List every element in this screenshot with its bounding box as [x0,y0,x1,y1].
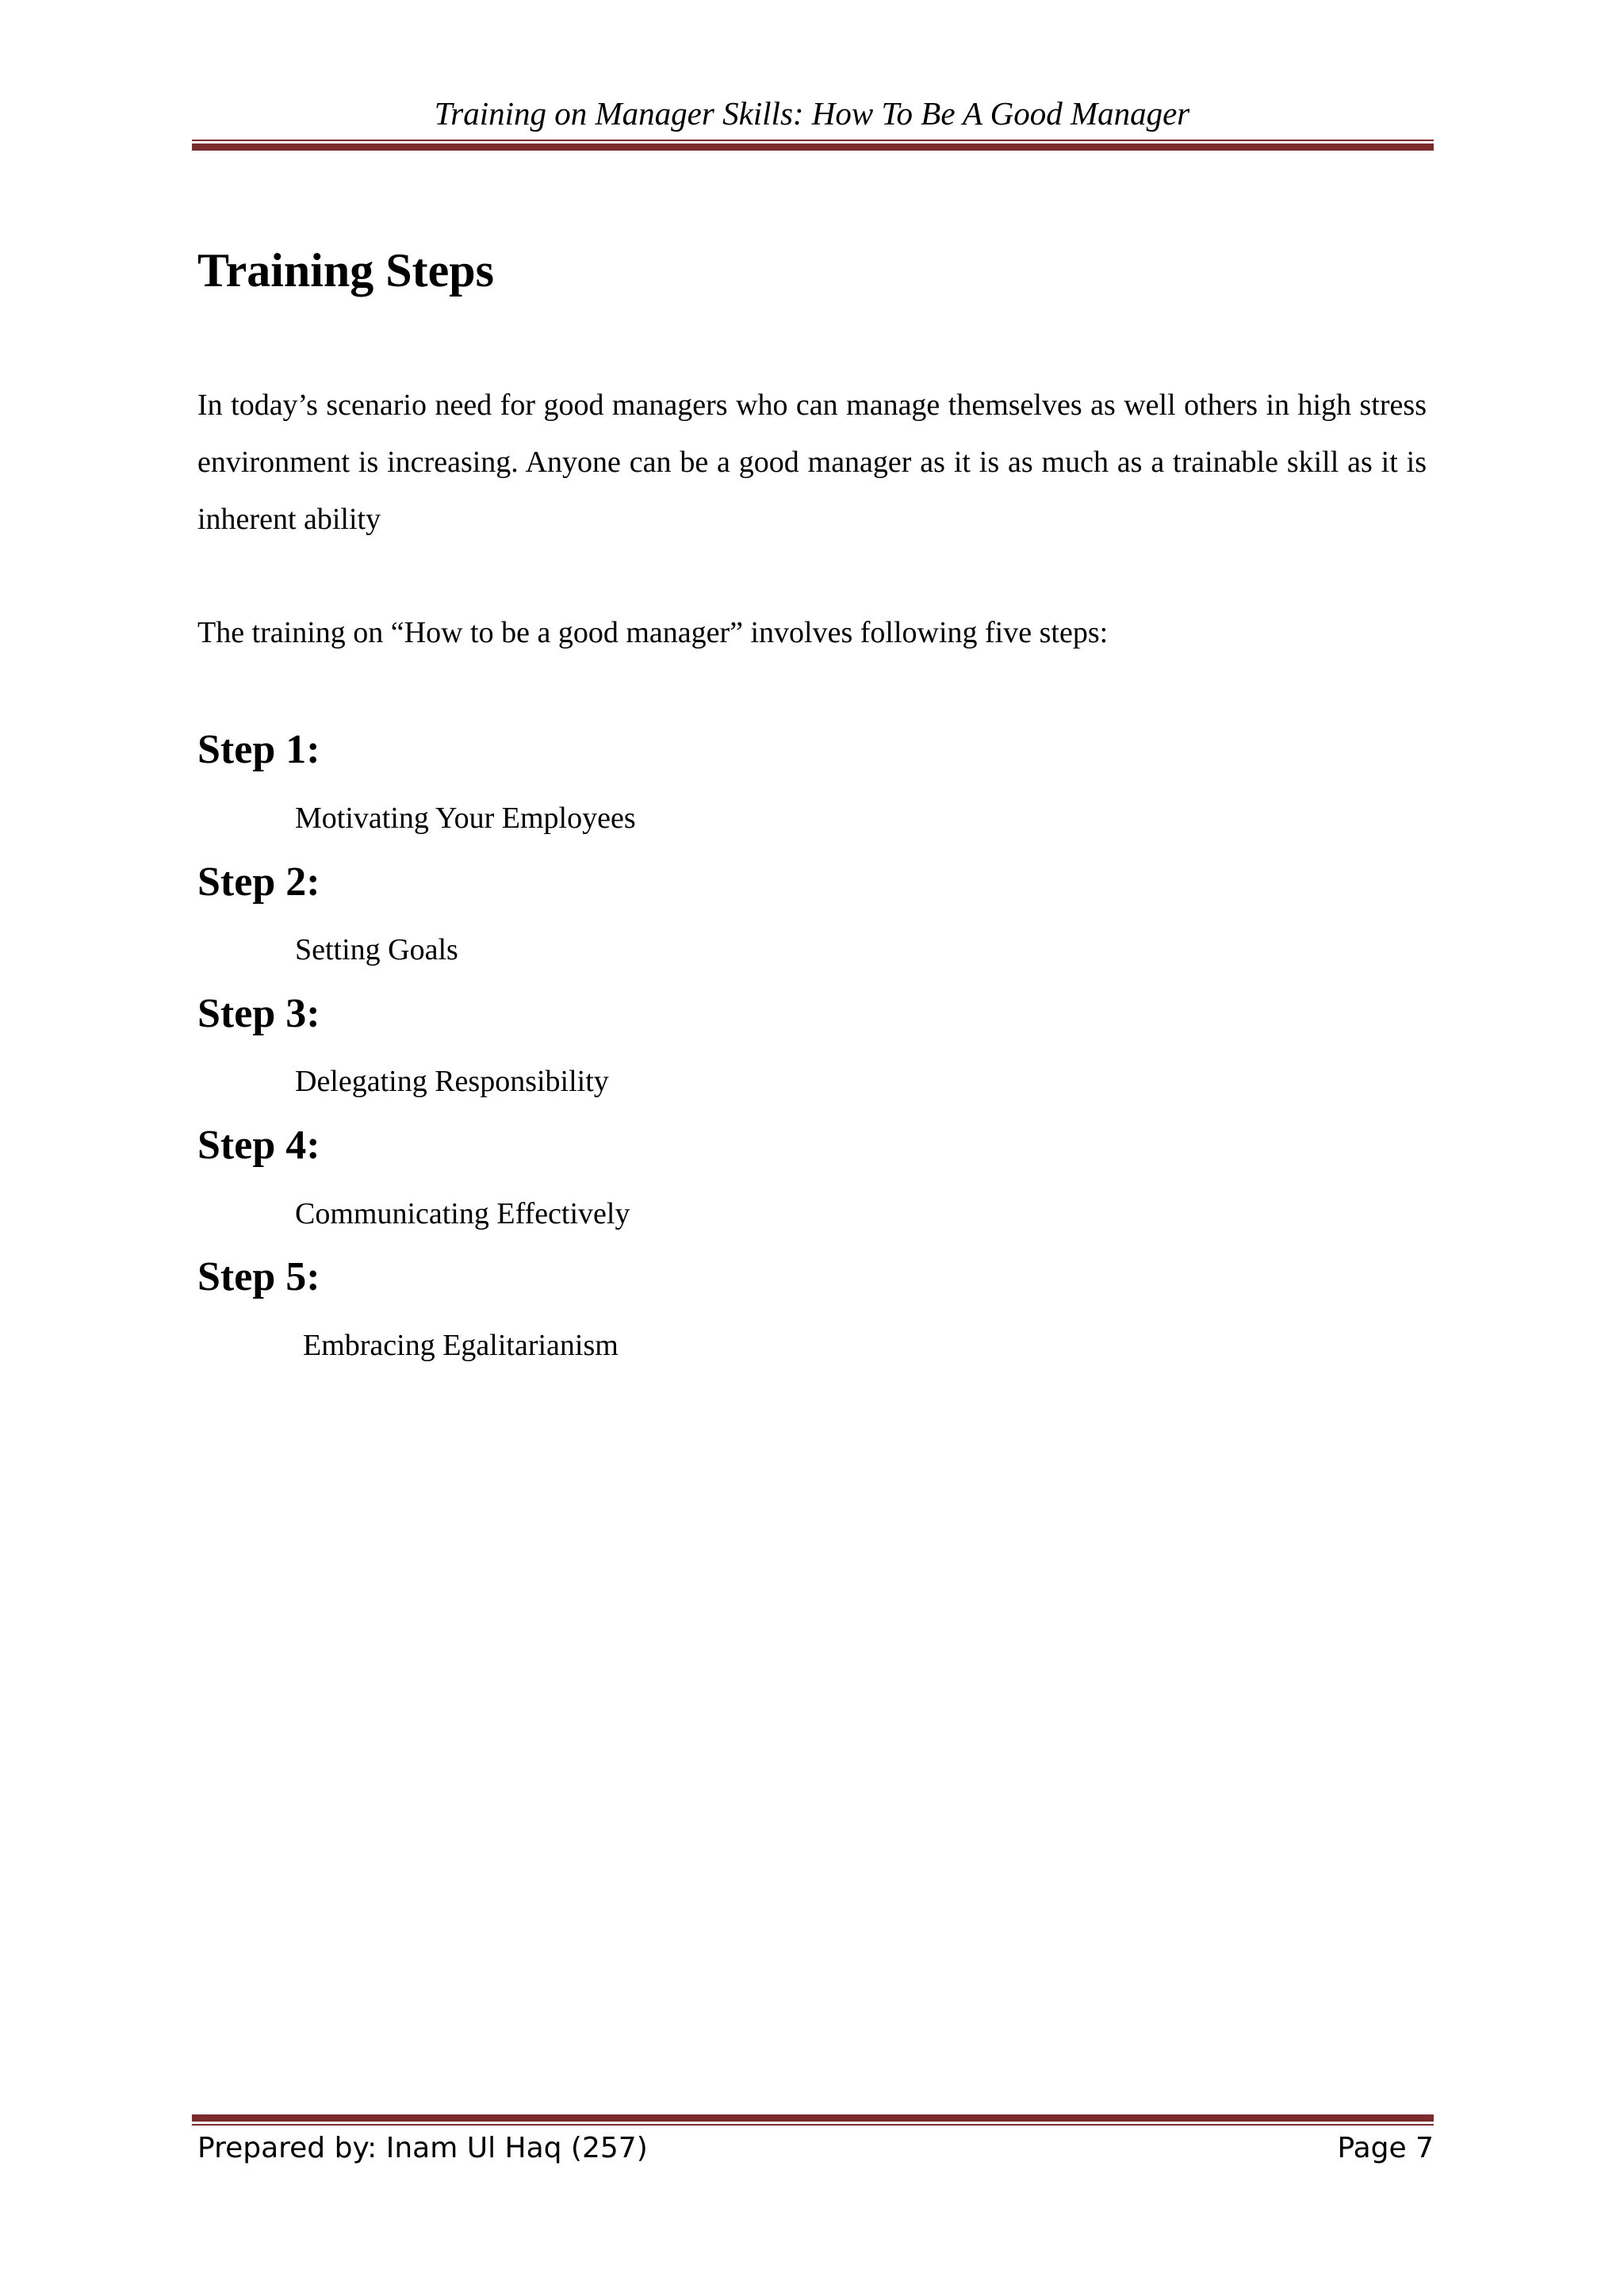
intro-paragraph: In today’s scenario need for good managers who can manage themselves as well others in high stress environment is increasing. Anyone can be a good manager as it is as much as a trainable skill as it is inherent ability [197,388,1427,536]
footer-page-number: Page 7 [1337,2132,1434,2164]
step-1-description: Motivating Your Employees [295,802,636,835]
footer-rule [192,2114,1434,2126]
step-4-description: Communicating Effectively [295,1197,630,1230]
step-4-heading: Step 4: [197,1123,320,1168]
footer-prepared-by: Prepared by: Inam Ul Haq (257) [197,2132,648,2164]
step-5-heading: Step 5: [197,1254,320,1299]
step-5-description: Embracing Egalitarianism [303,1329,619,1362]
step-1-heading: Step 1: [197,727,320,772]
header-rule [192,140,1434,151]
steps-intro: The training on “How to be a good manager” involves following five steps: [197,616,1109,649]
step-2-heading: Step 2: [197,859,320,905]
header-title: Training on Manager Skills: How To Be A Good Manager [434,95,1190,132]
step-2-description: Setting Goals [295,933,458,966]
step-3-heading: Step 3: [197,991,320,1036]
page-title: Training Steps [197,244,494,297]
step-3-description: Delegating Responsibility [295,1065,609,1098]
